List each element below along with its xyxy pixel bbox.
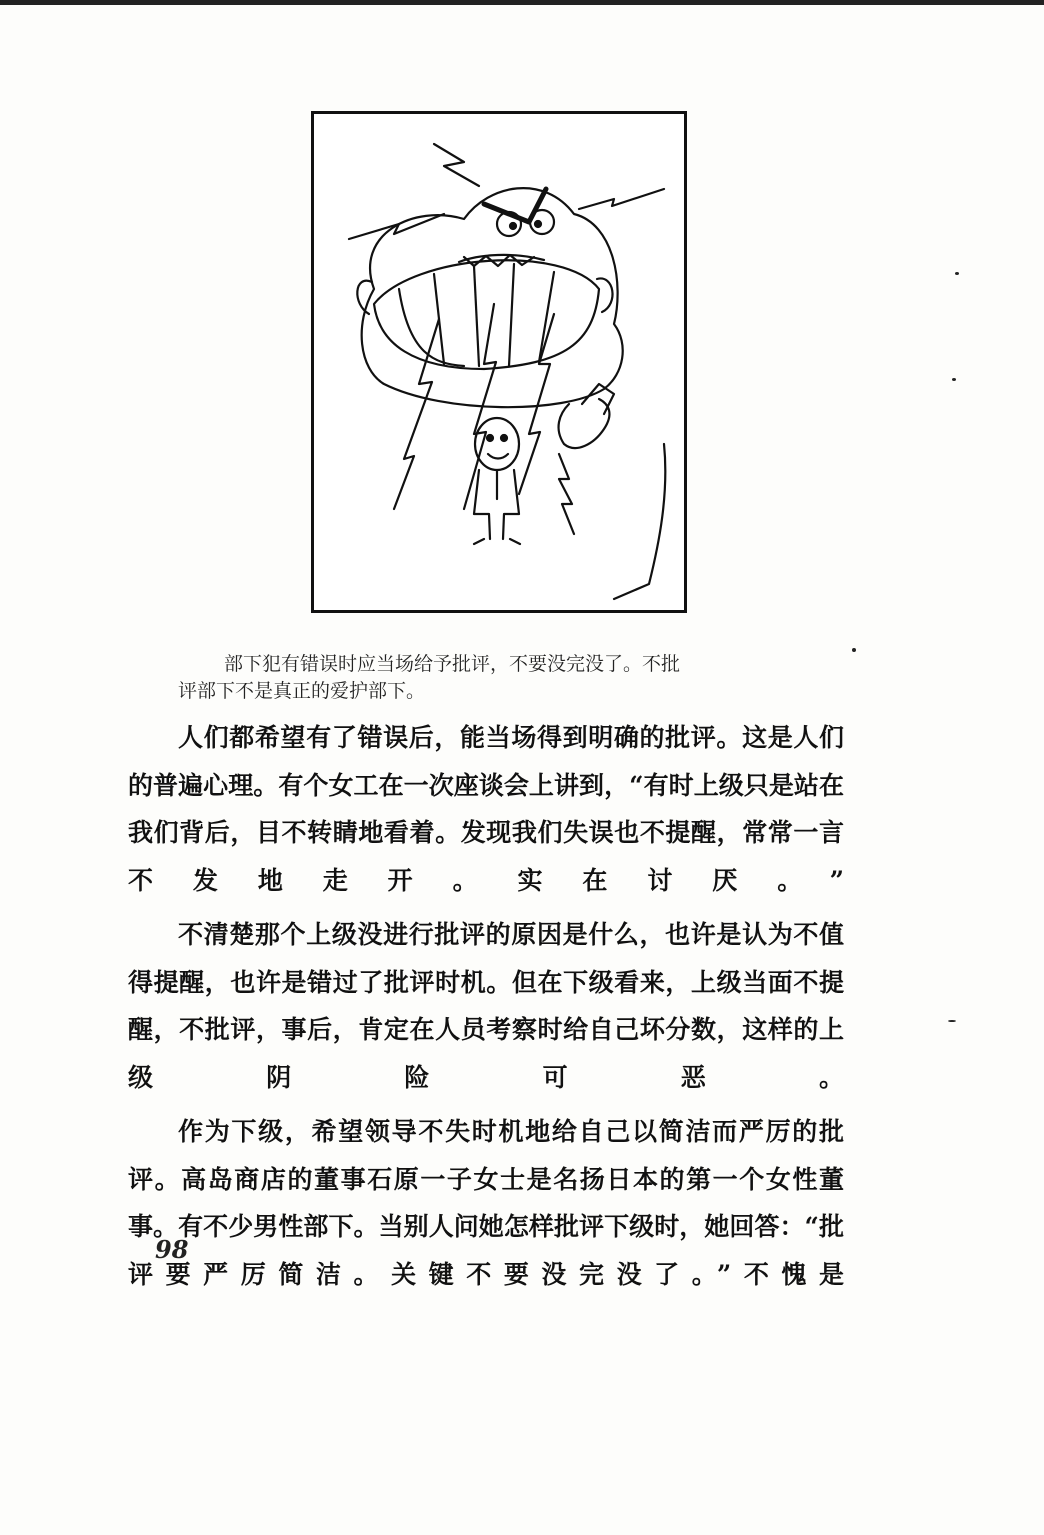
paragraph-2: 不清楚那个上级没进行批评的原因是什么，也许是认为不值得提醒，也许是错过了批评时机。但在下级看来，上级当面不提醒，不批评，事后，肯定在人员考察时给自己坏分数，这样的上级阴险可恶。	[128, 920, 844, 1092]
cartoon-drawing	[314, 114, 684, 610]
caption-line-1: 部下犯有错误时应当场给予批评，不要没完没了。不批	[224, 653, 681, 675]
paragraph-3: 作为下级，希望领导不失时机地给自己以简洁而严厉的批评。高岛商店的董事石原一子女士是名扬日本的第一个女性董事。有不少男性部下。当别人问她怎样批评下级时，她回答：“批评要严厉简洁。关键不要没完没了。”不愧是	[128, 1117, 844, 1289]
body-text	[128, 714, 844, 1305]
scan-speck	[955, 272, 959, 275]
scan-speck	[852, 648, 856, 652]
caption-line-2: 评部下不是真正的爱护部下。	[178, 680, 426, 702]
cartoon-illustration	[311, 111, 687, 613]
scan-speck	[952, 378, 956, 381]
scan-speck	[948, 1020, 956, 1022]
page-top-rule	[0, 0, 1044, 5]
figure-caption	[178, 651, 818, 705]
page-number: 98	[155, 1235, 189, 1264]
paragraph-1: 人们都希望有了错误后，能当场得到明确的批评。这是人们的普遍心理。有个女工在一次座谈会上讲到，“有时上级只是站在我们背后，目不转睛地看着。发现我们失误也不提醒，常常一言不发地走开。实在讨厌。”	[128, 723, 844, 895]
